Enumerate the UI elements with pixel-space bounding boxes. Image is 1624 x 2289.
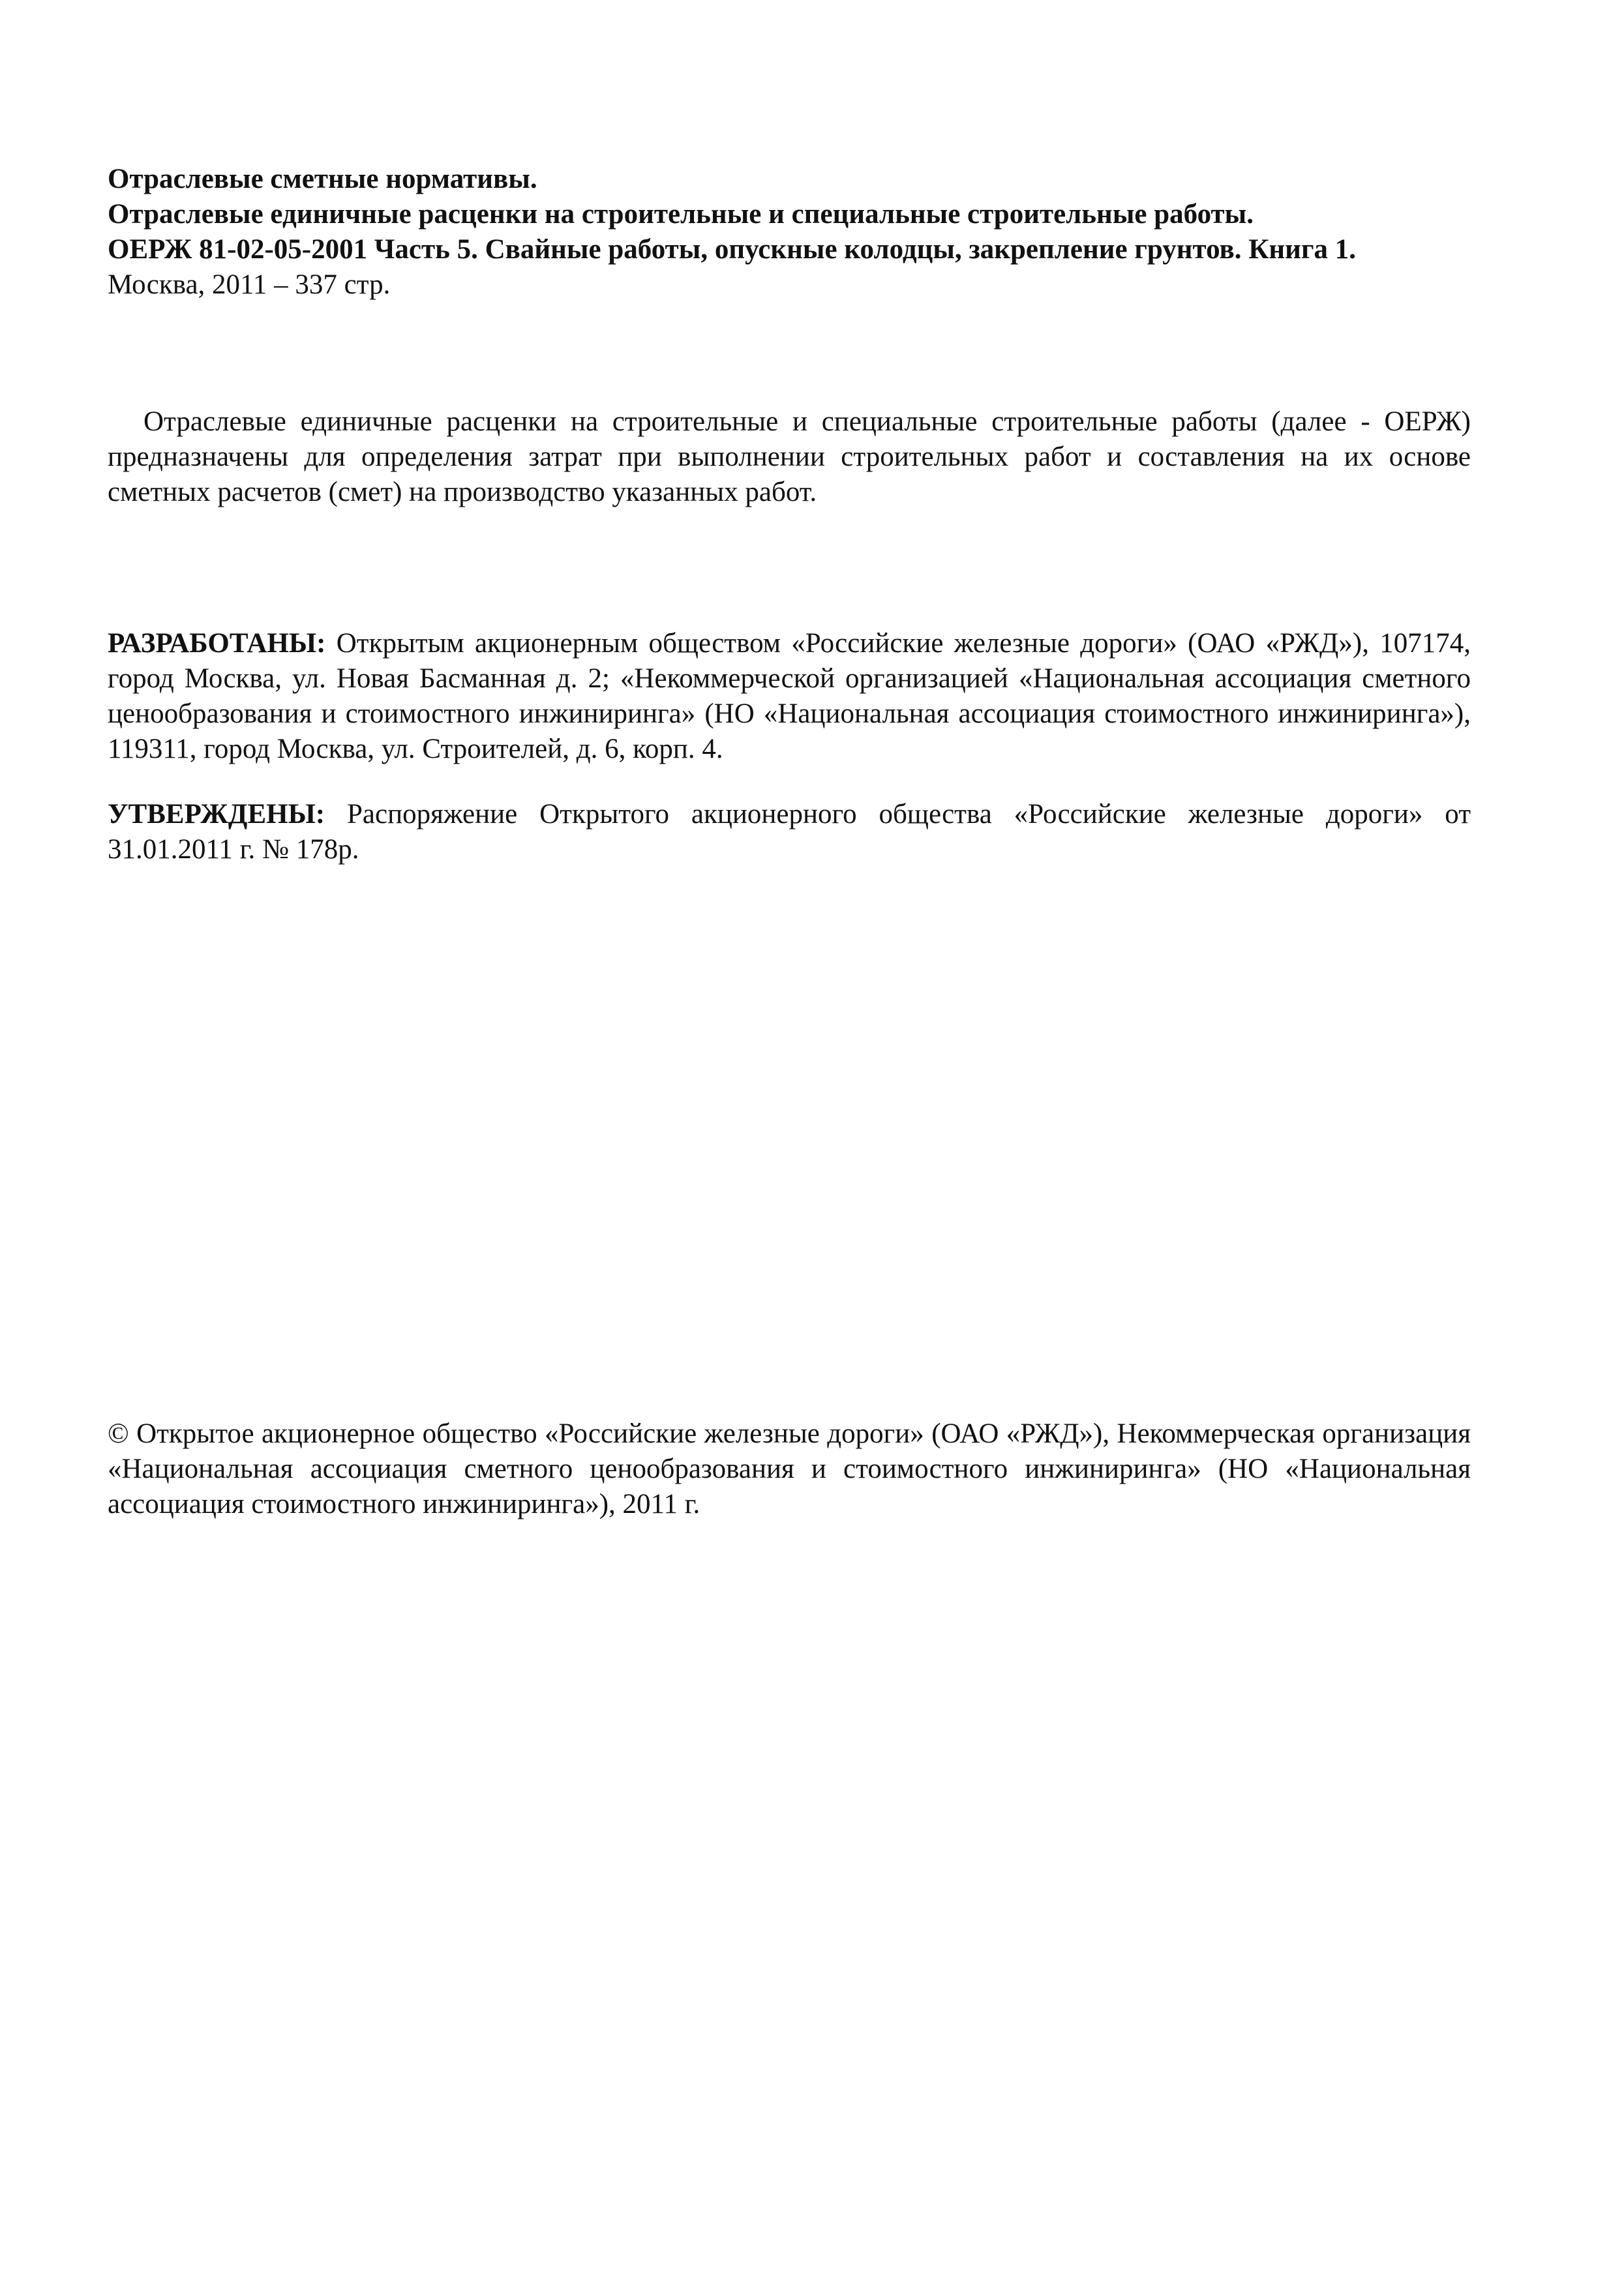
developed-text: Открытым акционерным обществом «Российские железные дороги» (ОАО «РЖД»), 107174, город Москва, ул. Новая Басманная д. 2; «Некоммерческой организацией «Национальная ассоциация сметного ценообразования и стоимостного инжиниринга» (НО «Национальная ассоциация стоимостного инжиниринга»), 119311, город Москва, ул. Строителей, д. 6, корп. 4. — [108, 628, 1471, 764]
approved-text: Распоряжение Открытого акционерного общества «Российские железные дороги» от 31.01.2011 г. № 178р. — [108, 799, 1471, 865]
developed-label: РАЗРАБОТАНЫ: — [108, 628, 326, 659]
header-title-line-1: Отраслевые сметные нормативы. — [108, 164, 537, 194]
developed-section — [108, 626, 1471, 767]
intro-paragraph: Отраслевые единичные расценки на строительные и специальные строительные работы (далее - ОЕРЖ) предназначены для определения затрат при выполнении строительных работ и составления на их основе сметных расчетов (смет) на производство указанных работ. — [108, 406, 1471, 507]
intro-section — [108, 404, 1471, 510]
header-title-line-3: ОЕРЖ 81-02-05-2001 Часть 5. Свайные работы, опускные колодцы, закрепление грунтов. Книга 1. — [108, 234, 1356, 265]
copyright-paragraph: © Открытое акционерное общество «Российские железные дороги» (ОАО «РЖД»), Некоммерческая организация «Национальная ассоциация сметного ценообразования и стоимостного инжиниринга» (НО «Национальная ассоциация стоимостного инжиниринга»), 2011 г. — [108, 1418, 1471, 1519]
header-title-line-2: Отраслевые единичные расценки на строительные и специальные строительные работы. — [108, 199, 1254, 230]
copyright-section — [108, 1416, 1471, 1522]
approved-paragraph — [108, 797, 1471, 867]
header-publication-info: Москва, 2011 – 337 стр. — [108, 269, 391, 300]
approved-section — [108, 797, 1471, 867]
developed-paragraph — [108, 626, 1471, 767]
document-header — [108, 162, 1471, 303]
approved-label: УТВЕРЖДЕНЫ: — [108, 799, 325, 830]
